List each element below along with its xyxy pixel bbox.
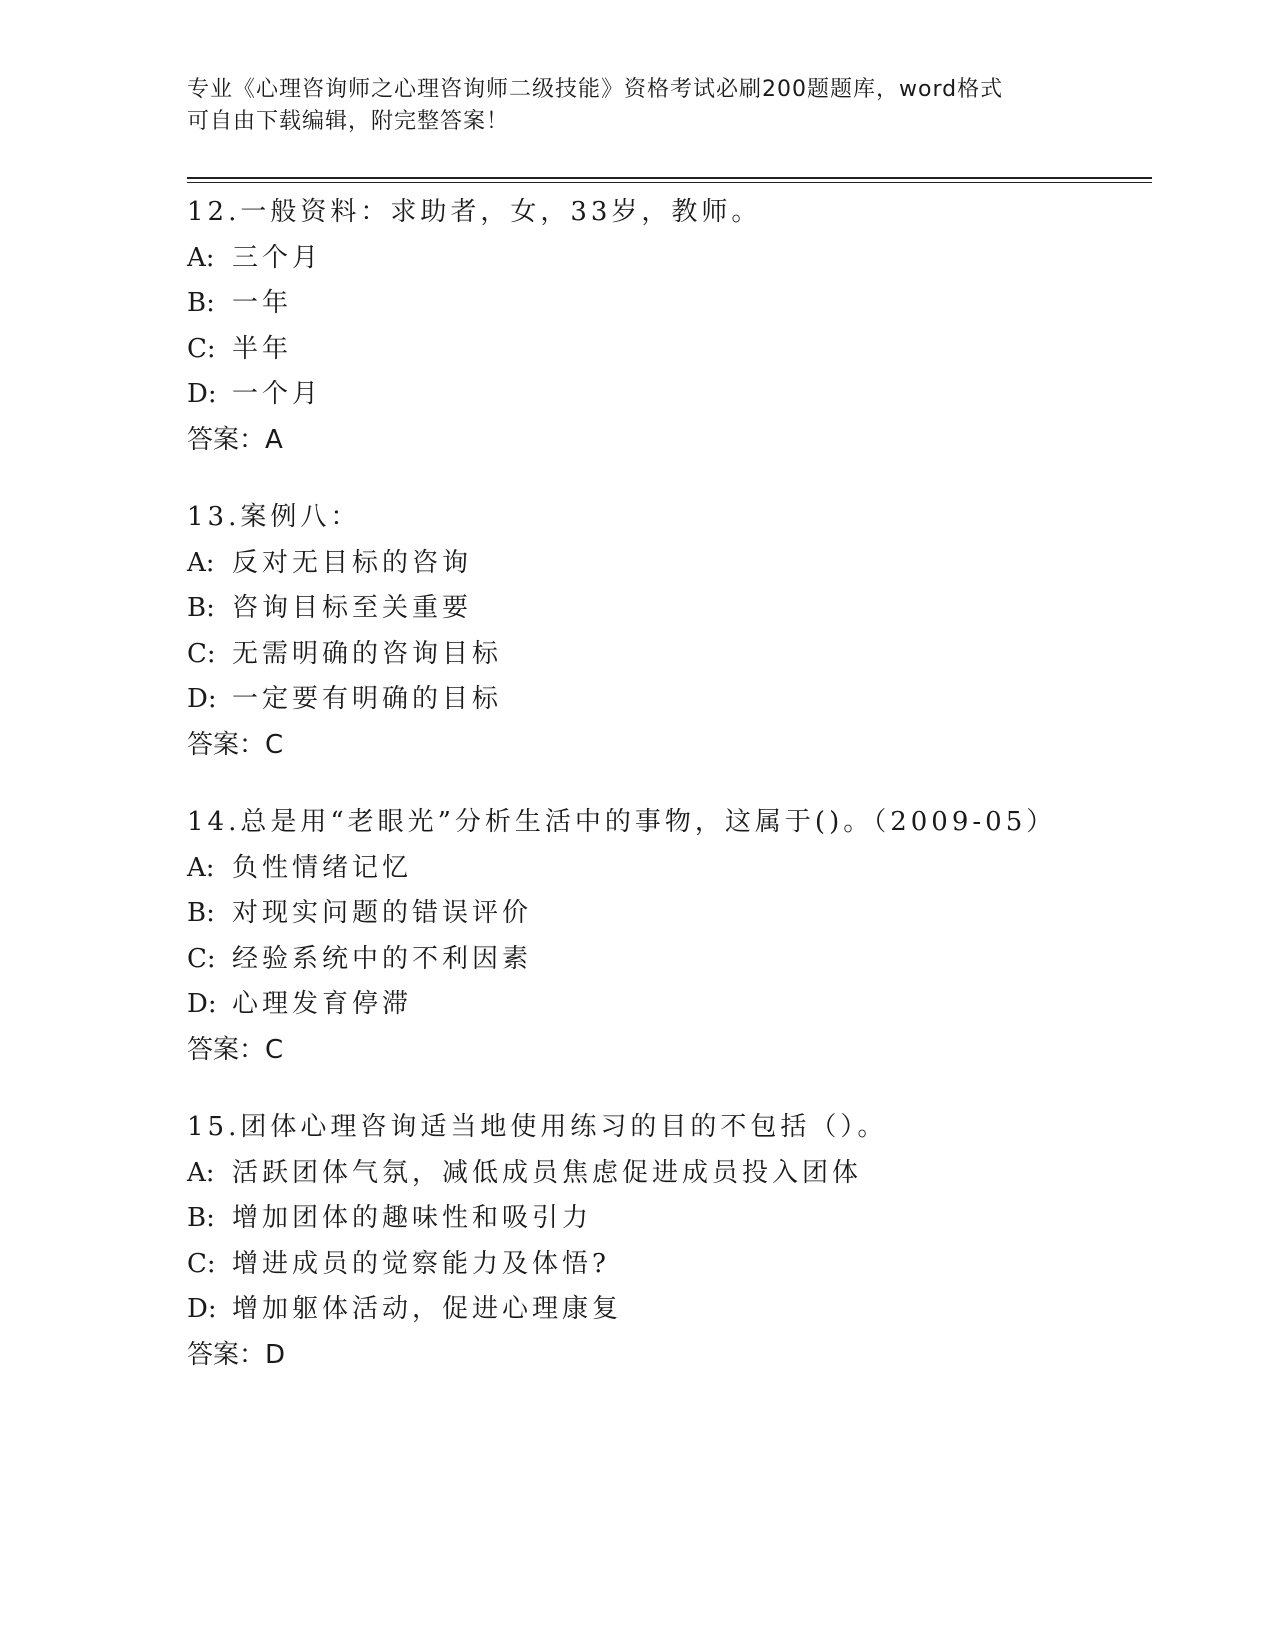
header-divider-thick — [187, 177, 1152, 179]
option-d — [187, 677, 1152, 723]
option-key: B: — [187, 1203, 215, 1233]
option-text: 心理发育停滞 — [232, 989, 413, 1019]
option-key: C: — [187, 1248, 216, 1279]
option-key: D: — [187, 989, 217, 1019]
option-text: 增进成员的觉察能力及体悟? — [232, 1248, 610, 1279]
option-c — [187, 937, 1152, 983]
option-b — [187, 891, 1152, 937]
option-c — [187, 632, 1152, 678]
option-text: 无需明确的咨询目标 — [232, 638, 503, 669]
option-d — [187, 982, 1152, 1028]
option-key: A: — [187, 1157, 215, 1188]
option-key: B: — [187, 288, 215, 318]
option-key: D: — [187, 1294, 217, 1324]
option-d — [187, 1287, 1152, 1333]
option-key: A: — [187, 852, 215, 883]
question-stem: 15.团体心理咨询适当地使用练习的目的不包括（）。 — [187, 1112, 888, 1142]
header-line-2: 可自由下载编辑，附完整答案！ — [187, 109, 510, 134]
question-list — [187, 190, 1152, 1410]
option-a — [187, 236, 1152, 282]
option-b — [187, 281, 1152, 327]
header-divider-thin — [187, 182, 1152, 183]
option-text: 咨询目标至关重要 — [232, 593, 473, 623]
question-13 — [187, 495, 1152, 768]
document-header — [187, 74, 1087, 138]
option-text: 一个月 — [232, 379, 323, 409]
answer-line: 答案：D — [187, 1339, 286, 1370]
question-15 — [187, 1105, 1152, 1378]
option-key: B: — [187, 593, 215, 623]
option-text: 活跃团体气氛，减低成员焦虑促进成员投入团体 — [232, 1157, 863, 1188]
option-d — [187, 372, 1152, 418]
question-stem: 12.一般资料：求助者，女，33岁，教师。 — [187, 197, 762, 227]
option-a — [187, 1151, 1152, 1197]
option-key: A: — [187, 547, 215, 578]
option-key: B: — [187, 898, 215, 928]
option-c — [187, 1242, 1152, 1288]
option-text: 对现实问题的错误评价 — [232, 898, 533, 928]
option-key: D: — [187, 379, 217, 409]
option-text: 一年 — [232, 288, 293, 318]
option-text: 经验系统中的不利因素 — [232, 943, 533, 974]
question-14 — [187, 800, 1152, 1073]
question-stem: 14.总是用“老眼光”分析生活中的事物，这属于()。（2009-05） — [187, 807, 1057, 837]
option-text: 负性情绪记忆 — [232, 852, 413, 883]
option-text: 一定要有明确的目标 — [232, 684, 503, 714]
question-stem: 13.案例八： — [187, 502, 361, 532]
answer-line: 答案：C — [187, 1034, 284, 1065]
option-c — [187, 327, 1152, 373]
option-b — [187, 586, 1152, 632]
option-b — [187, 1196, 1152, 1242]
option-text: 增加躯体活动，促进心理康复 — [232, 1294, 623, 1324]
option-text: 三个月 — [232, 242, 323, 273]
option-key: A: — [187, 242, 215, 273]
option-key: C: — [187, 638, 216, 669]
option-text: 反对无目标的咨询 — [232, 547, 473, 578]
option-key: C: — [187, 333, 216, 364]
option-a — [187, 541, 1152, 587]
header-line-1: 专业《心理咨询师之心理咨询师二级技能》资格考试必刷200题题库，word格式 — [187, 77, 1004, 102]
option-a — [187, 846, 1152, 892]
answer-line: 答案：A — [187, 424, 283, 455]
option-key: D: — [187, 684, 217, 714]
option-text: 增加团体的趣味性和吸引力 — [232, 1203, 593, 1233]
option-key: C: — [187, 943, 216, 974]
option-text: 半年 — [232, 333, 293, 364]
question-12 — [187, 190, 1152, 463]
answer-line: 答案：C — [187, 729, 284, 760]
